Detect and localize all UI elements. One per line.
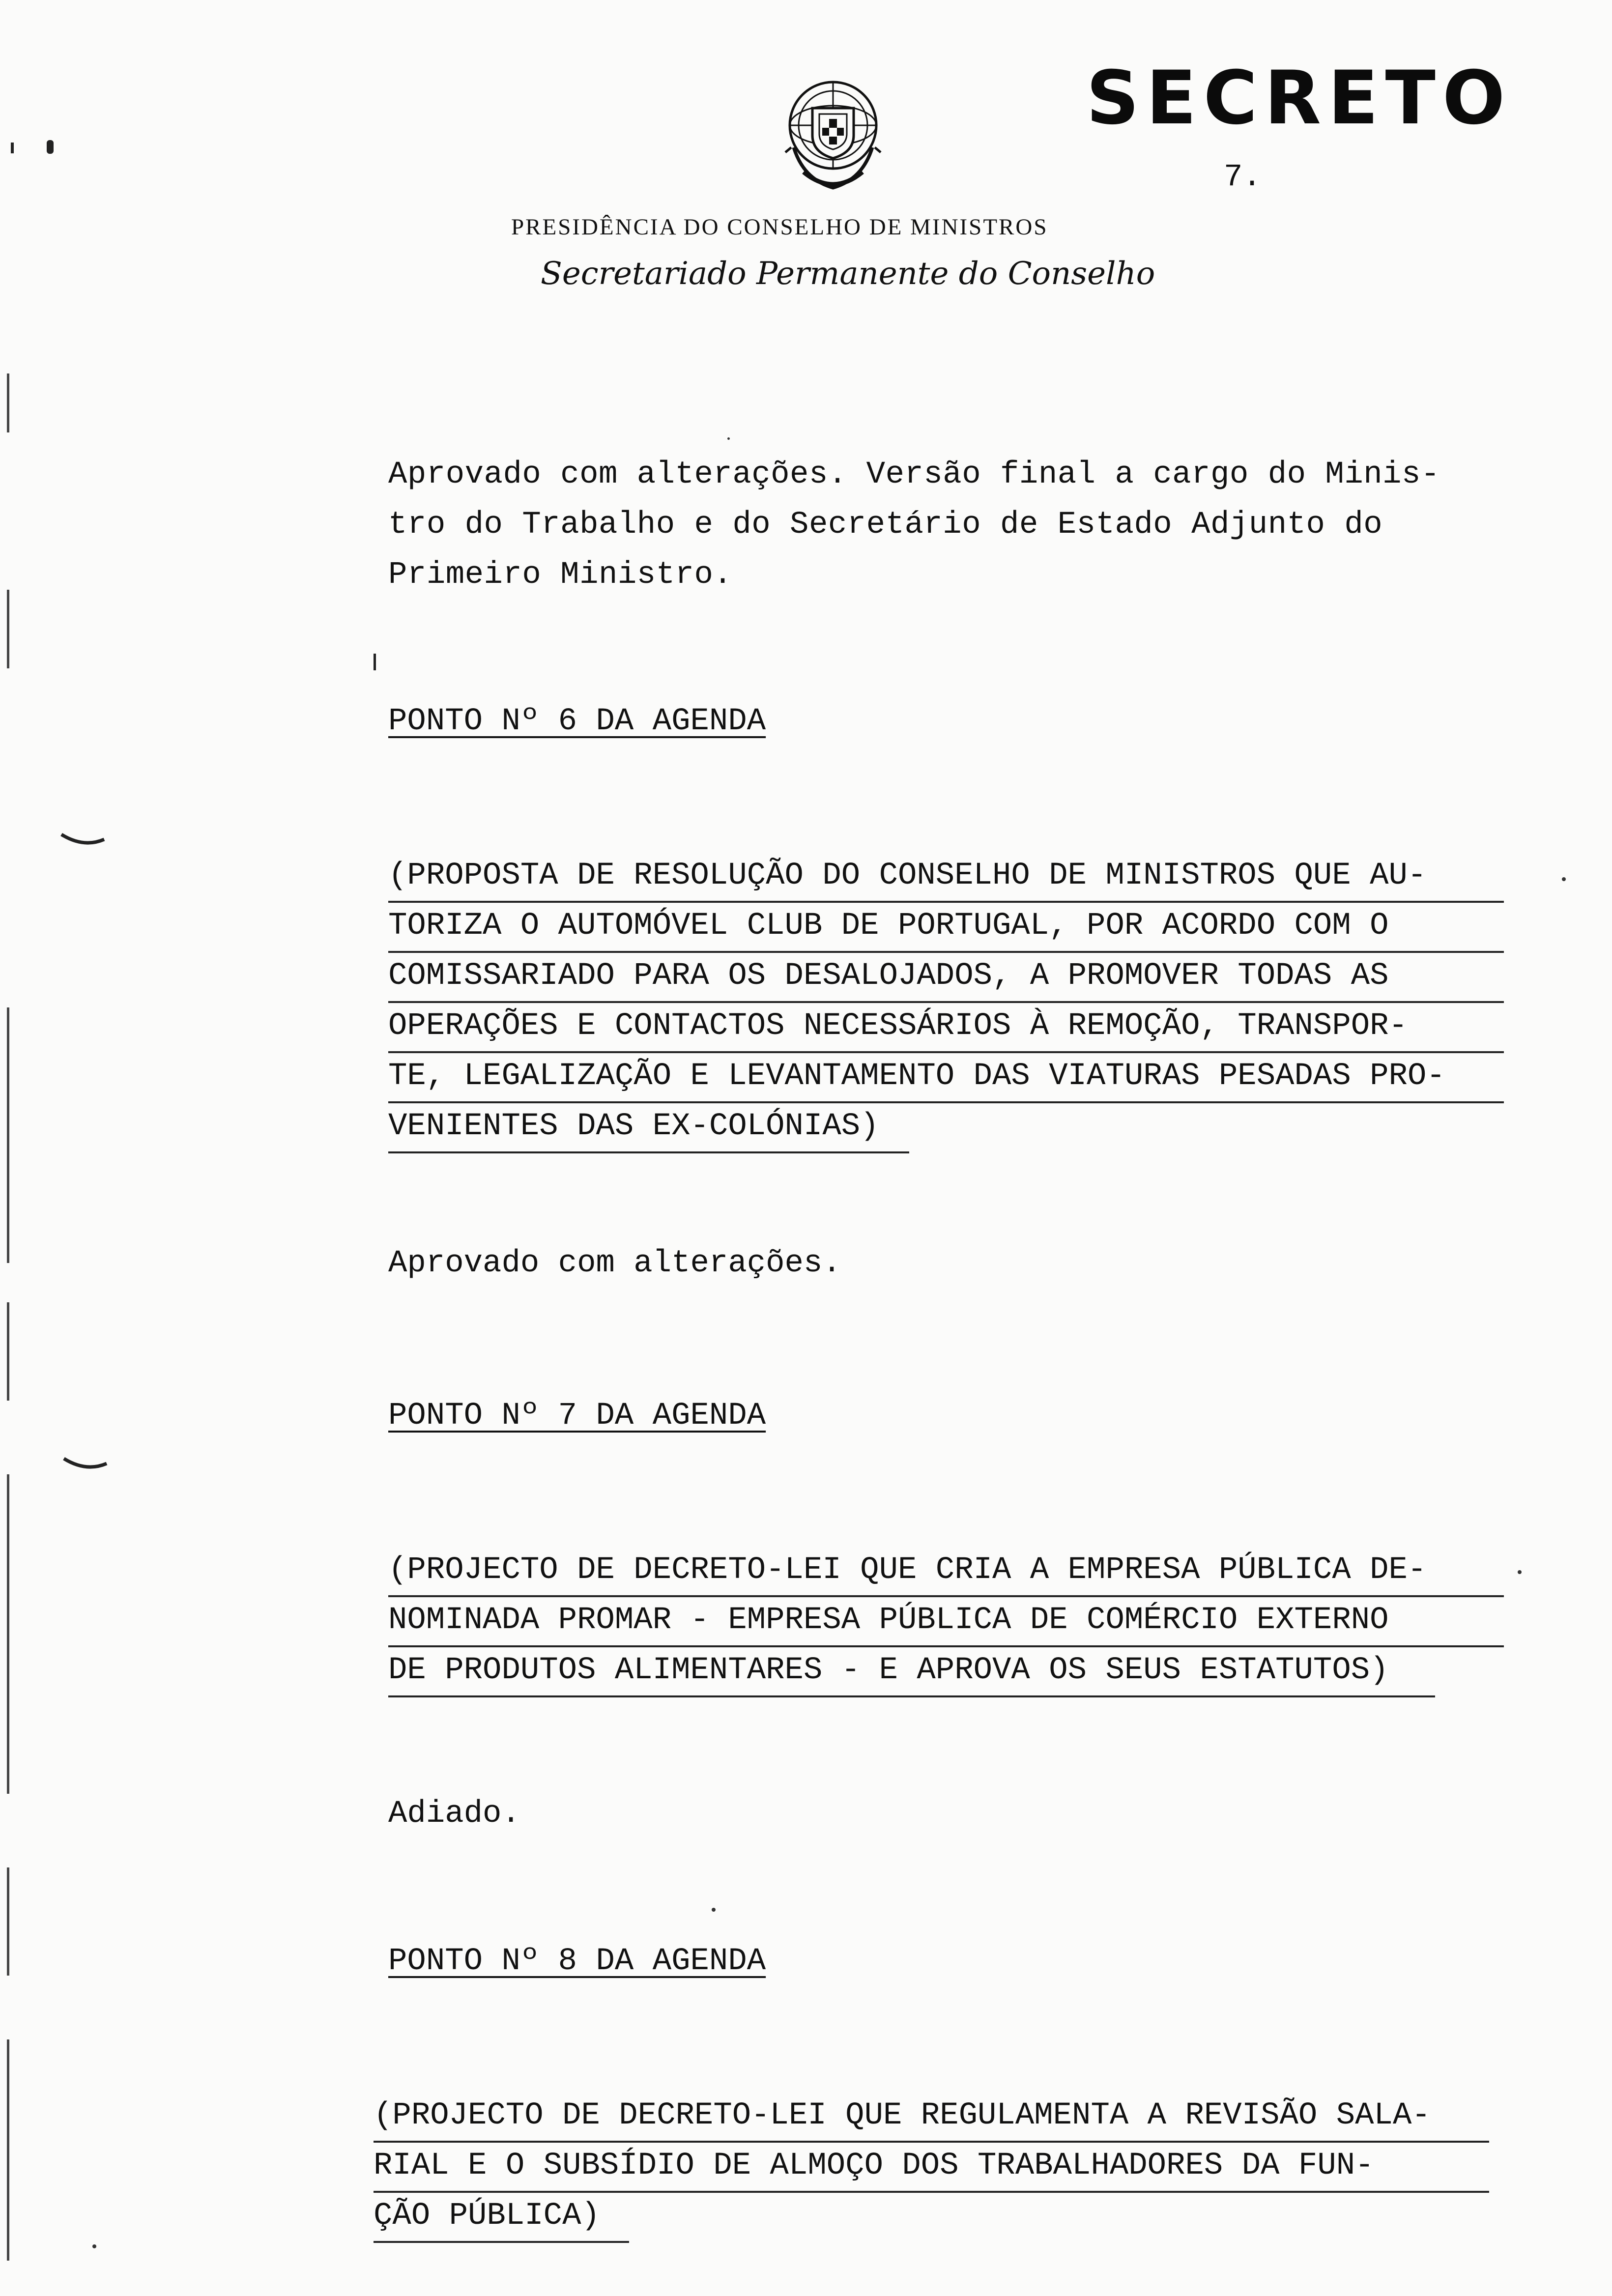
scan-artifact: [1562, 877, 1566, 881]
intro-line: Primeiro Ministro.: [388, 557, 733, 593]
subject-line: DE PRODUTOS ALIMENTARES - E APROVA OS SEUS ESTATUTOS): [388, 1647, 1435, 1697]
secretariat-subtitle: Secretariado Permanente do Conselho: [541, 256, 1155, 292]
subject-line: OPERAÇÕES E CONTACTOS NECESSÁRIOS À REMOÇÃO, TRANSPOR-: [388, 1003, 1504, 1053]
subject-line: TE, LEGALIZAÇÃO E LEVANTAMENTO DAS VIATURAS PESADAS PRO-: [388, 1053, 1504, 1103]
subject-line: (PROJECTO DE DECRETO-LEI QUE CRIA A EMPRESA PÚBLICA DE-: [388, 1547, 1504, 1597]
intro-line: Aprovado com alterações. Versão final a cargo do Minis-: [388, 457, 1440, 492]
agenda-item-subject: [388, 1547, 1504, 1697]
subject-line: ÇÃO PÚBLICA): [374, 2193, 629, 2243]
scan-artifact: [727, 437, 730, 440]
agenda-item-subject: [374, 2093, 1489, 2243]
subject-line: VENIENTES DAS EX-COLÓNIAS): [388, 1103, 909, 1153]
subject-line: (PROPOSTA DE RESOLUÇÃO DO CONSELHO DE MINISTROS QUE AU-: [388, 853, 1504, 903]
scan-edge-mark: [7, 1474, 9, 1794]
coat-of-arms-icon: [774, 74, 892, 197]
scan-artifact: [92, 2244, 96, 2248]
scan-artifact: [47, 140, 54, 154]
agenda-item-decision: Aprovado com alterações.: [388, 1246, 841, 1281]
intro-paragraph: [388, 450, 1494, 600]
scan-edge-mark: [7, 1867, 9, 1976]
agenda-item-decision: Adiado.: [388, 1796, 520, 1832]
intro-line: tro do Trabalho e do Secretário de Estado Adjunto do: [388, 507, 1383, 543]
subject-line: (PROJECTO DE DECRETO-LEI QUE REGULAMENTA A REVISÃO SALA-: [374, 2093, 1489, 2143]
subject-line: RIAL E O SUBSÍDIO DE ALMOÇO DOS TRABALHADORES DA FUN-: [374, 2143, 1489, 2193]
scan-artifact: [374, 654, 376, 670]
subject-line: TORIZA O AUTOMÓVEL CLUB DE PORTUGAL, POR ACORDO COM O: [388, 903, 1504, 953]
scan-artifact: [712, 1908, 716, 1912]
scan-edge-mark: [7, 373, 9, 432]
scan-artifact: [11, 143, 14, 153]
classification-stamp: SECRETO: [1086, 56, 1512, 141]
agenda-item-heading: PONTO Nº 7 DA AGENDA: [388, 1398, 766, 1434]
scan-edge-mark: [7, 590, 9, 668]
agenda-item-heading: PONTO Nº 8 DA AGENDA: [388, 1944, 766, 1979]
punch-hole-mark: [61, 1455, 111, 1474]
presidency-title: PRESIDÊNCIA DO CONSELHO DE MINISTROS: [511, 214, 1048, 240]
subject-line: NOMINADA PROMAR - EMPRESA PÚBLICA DE COMÉRCIO EXTERNO: [388, 1597, 1504, 1647]
agenda-item-heading: PONTO Nº 6 DA AGENDA: [388, 704, 766, 739]
agenda-item-subject: [388, 853, 1504, 1153]
scan-edge-mark: [7, 1007, 9, 1263]
punch-hole-mark: [59, 831, 108, 850]
subject-line: COMISSARIADO PARA OS DESALOJADOS, A PROMOVER TODAS AS: [388, 953, 1504, 1003]
scan-edge-mark: [7, 2039, 9, 2261]
scan-artifact: [1518, 1570, 1522, 1574]
scan-edge-mark: [7, 1302, 9, 1401]
page-number: 7.: [1224, 160, 1262, 195]
